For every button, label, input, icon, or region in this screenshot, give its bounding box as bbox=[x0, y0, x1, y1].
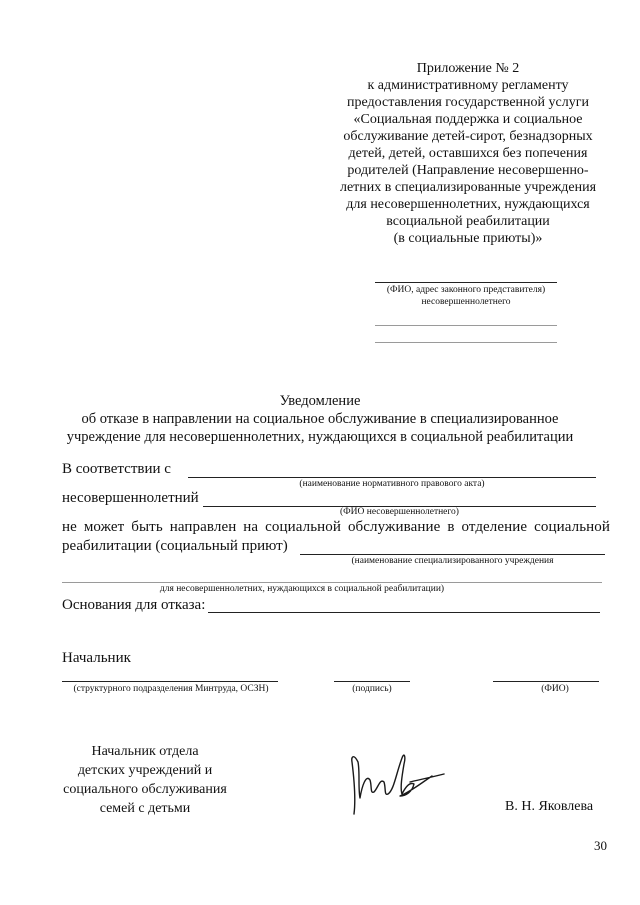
institution-line[interactable] bbox=[300, 554, 605, 555]
in-accordance-label: В соответствии с bbox=[62, 461, 171, 477]
appendix-line: всоциальной реабилитации bbox=[386, 214, 550, 229]
signer-name: В. Н. Яковлева bbox=[505, 799, 594, 814]
signer-position-line: социального обслуживания bbox=[63, 782, 227, 797]
appendix-line: летних в специализированные учреждения bbox=[339, 180, 597, 195]
chief-signature-line[interactable] bbox=[334, 681, 410, 682]
minor-name-caption: (ФИО несовершеннолетнего) bbox=[340, 507, 459, 517]
chief-label: Начальник bbox=[62, 650, 131, 666]
rehab-label: реабилитации (социальный приют) bbox=[62, 538, 288, 554]
notice-title: Уведомление bbox=[279, 393, 361, 409]
grounds-label: Основания для отказа: bbox=[62, 597, 206, 613]
recipient-address-line-2[interactable] bbox=[375, 342, 557, 343]
appendix-line: предоставления государственной услуги bbox=[347, 95, 589, 110]
page-number: 30 bbox=[594, 838, 607, 853]
legal-act-caption: (наименование нормативного правового акта) bbox=[299, 479, 485, 489]
chief-dept-line[interactable] bbox=[62, 681, 278, 682]
institution-caption-2: для несовершеннолетних, нуждающихся в социальной реабилитации) bbox=[159, 584, 445, 594]
signer-position bbox=[40, 742, 250, 818]
appendix-line: к административному регламенту bbox=[367, 78, 569, 93]
appendix-line: родителей (Направление несовершенно- bbox=[347, 163, 589, 178]
grounds-line[interactable] bbox=[208, 612, 600, 613]
chief-name-caption: (ФИО) bbox=[541, 684, 569, 694]
minor-label: несовершеннолетний bbox=[62, 490, 199, 506]
notice-subtitle-line: учреждение для несовершеннолетних, нуждающихся в социальной реабилитации bbox=[66, 429, 574, 445]
appendix-line: обслуживание детей-сирот, безнадзорных bbox=[343, 129, 593, 144]
chief-name-line[interactable] bbox=[493, 681, 599, 682]
chief-signature-caption: (подпись) bbox=[352, 684, 392, 694]
notice-subtitle-line: об отказе в направлении на социальное обслуживание в специализированное bbox=[81, 411, 559, 427]
appendix-header bbox=[318, 60, 618, 247]
cannot-be-referred-text: не может быть направлен на социальной обслуживание в отделение социальной bbox=[62, 519, 610, 535]
notice-heading bbox=[40, 392, 600, 446]
handwritten-signature bbox=[340, 748, 450, 820]
recipient-caption: (ФИО, адрес законного представителя) bbox=[386, 285, 546, 295]
signer-position-line: детских учреждений и bbox=[77, 763, 213, 778]
recipient-name-line[interactable] bbox=[375, 282, 557, 283]
signer-position-line: Начальник отдела bbox=[91, 744, 199, 759]
institution-line-2[interactable] bbox=[62, 582, 602, 583]
appendix-line: «Социальная поддержка и социальное bbox=[353, 112, 583, 127]
appendix-line: детей, детей, оставшихся без попечения bbox=[348, 146, 588, 161]
appendix-line: для несовершеннолетних, нуждающихся bbox=[346, 197, 590, 212]
chief-dept-caption: (структурного подразделения Минтруда, ОСЗН) bbox=[73, 684, 269, 694]
appendix-line: Приложение № 2 bbox=[416, 61, 520, 76]
appendix-line: (в социальные приюты)» bbox=[393, 231, 543, 246]
recipient-caption-2: несовершеннолетнего bbox=[421, 297, 511, 307]
recipient-address-line-1[interactable] bbox=[375, 325, 557, 326]
institution-caption: (наименование специализированного учреждения bbox=[351, 556, 554, 566]
legal-act-line[interactable] bbox=[188, 477, 596, 478]
signer-position-line: семей с детьми bbox=[99, 801, 191, 816]
